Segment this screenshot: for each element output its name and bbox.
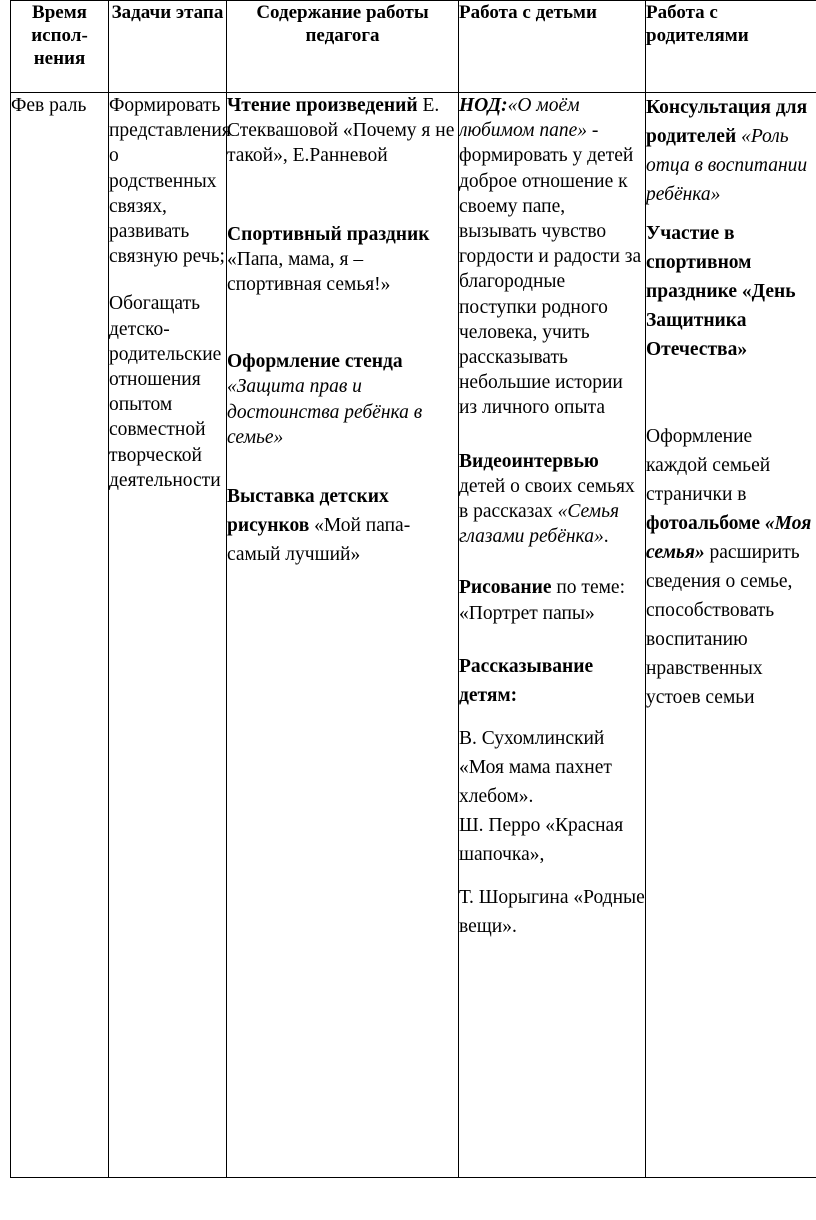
nod-block xyxy=(459,93,645,421)
month-text: Фев раль xyxy=(11,95,87,116)
video-name: «Семья глазами ребёнка» xyxy=(459,501,620,548)
exhibit-text: «Мой папа-самый лучший» xyxy=(227,515,411,566)
consult-text: «Роль отца в воспитании ребёнка» xyxy=(646,126,808,205)
album-bold: фотоальбоме xyxy=(646,513,761,534)
exhibit-title: Выставка детских рисунков xyxy=(227,486,389,537)
header-children: Работа с детьми xyxy=(459,1,646,93)
video-end: . xyxy=(603,526,609,548)
sport-text: «Папа, мама, я – спортивная семья!» xyxy=(227,248,391,296)
book-3: Т. Шорыгина «Родные вещи». xyxy=(459,886,645,937)
header-content: Содержание работы педагога xyxy=(227,1,459,93)
video-text: детей о своих семьях в рассказах xyxy=(459,475,635,523)
draw-title: Рисование xyxy=(459,577,552,599)
video-block xyxy=(459,449,645,550)
video-title: Видеоинтервью xyxy=(459,450,599,472)
reading-text: Е. Стеквашовой «Почему я не такой», Е.Ранневой xyxy=(227,95,455,167)
story-title: Рассказывание детям: xyxy=(459,655,594,706)
stand-block xyxy=(227,349,458,450)
album-name: «Моя семья» xyxy=(646,513,812,563)
book-2: Ш. Перро «Красная шапочка», xyxy=(459,814,624,865)
nod-label: НОД: xyxy=(459,95,508,116)
header-time: Время испол-нения xyxy=(11,1,109,93)
content-cell xyxy=(227,93,459,1178)
album-block xyxy=(646,422,816,712)
table-row xyxy=(11,93,816,1178)
consult-block xyxy=(646,93,816,209)
participation-block: Участие в спортивном празднике «День Защитника Отечества» xyxy=(646,223,796,360)
parents-cell xyxy=(646,93,816,1178)
nod-text: - формировать у детей доброе отношение к своему папе, вызывать чувство гордости и радости за благородные поступки родного человека, учить рассказывать небольшие истории из личного опыта xyxy=(459,120,642,419)
sport-block xyxy=(227,222,458,298)
tasks-cell xyxy=(109,93,231,1178)
plan-table xyxy=(10,0,816,1178)
reading-block xyxy=(227,93,458,169)
draw-block xyxy=(459,575,645,625)
children-cell xyxy=(459,93,646,1178)
task-paragraph-1: Формировать представления о родственных связях, развивать связную речь; xyxy=(109,95,231,268)
header-row xyxy=(11,1,816,93)
header-tasks: Задачи этапа xyxy=(109,1,227,93)
sport-title: Спортивный праздник xyxy=(227,223,430,245)
month-cell xyxy=(11,93,109,1178)
album-text-2: расширить сведения о семье, способствовать воспитанию нравственных устоев семьи xyxy=(646,542,800,708)
nod-title: «О моём любимом папе» xyxy=(459,95,587,142)
reading-title: Чтение произведений xyxy=(227,95,418,116)
task-paragraph-2: Обогащать детско-родительские отношения опытом совместной творческой деятельности xyxy=(109,293,222,491)
stand-text: «Защита прав и достоинства ребёнка в семье» xyxy=(227,376,423,448)
stand-title: Оформление стенда xyxy=(227,351,403,373)
book-1: В. Сухомлинский «Моя мама пахнет хлебом». xyxy=(459,727,612,807)
album-text-1: Оформление каждой семьей странички в xyxy=(646,426,771,505)
draw-text: по теме: «Портрет папы» xyxy=(459,577,626,624)
exhibit-block xyxy=(227,482,458,569)
header-parents: Работа с родителями xyxy=(646,1,816,93)
consult-title: Консультация для родителей xyxy=(646,97,808,147)
